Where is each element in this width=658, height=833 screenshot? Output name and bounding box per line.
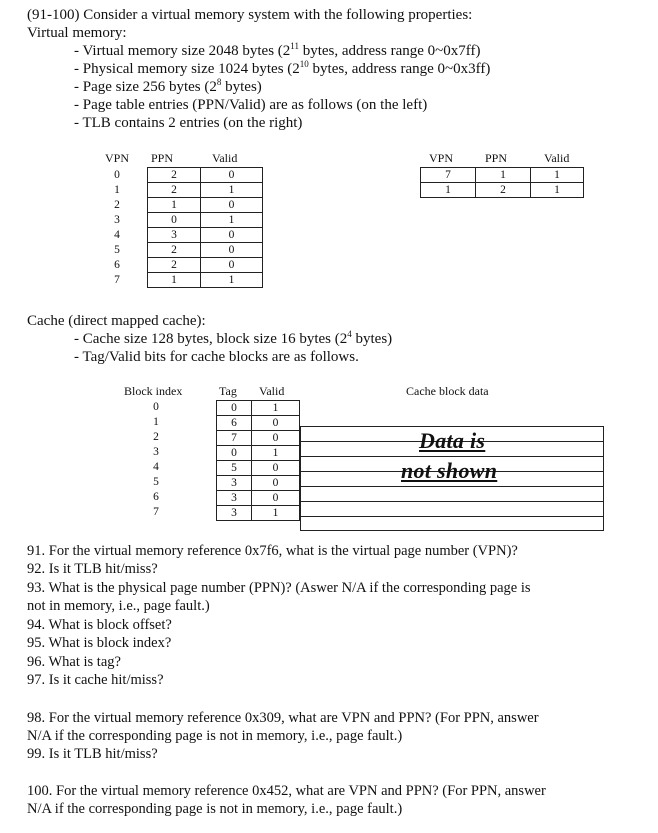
- cache-data-row: [300, 516, 604, 531]
- cache-title: Cache (direct mapped cache):: [27, 313, 206, 329]
- tlb-ppn-cell: 1: [476, 168, 531, 183]
- page-table: [147, 167, 263, 288]
- index-cell: 0: [153, 401, 159, 413]
- table-row: [217, 476, 300, 491]
- cache-item: - Cache size 128 bytes, block size 16 bytes ($2^4$ bytes): [74, 329, 393, 347]
- tlb-table: [420, 167, 584, 198]
- index-cell: 1: [153, 416, 159, 428]
- vpn-cell: 0: [114, 169, 120, 181]
- valid-cell: 1: [201, 213, 263, 228]
- table-row: [217, 416, 300, 431]
- cache-data-header: Cache block data: [406, 384, 489, 398]
- table-row: [148, 258, 263, 273]
- question-line: 98. For the virtual memory reference 0x309, what are VPN and PPN? (For PPN, answer: [27, 710, 539, 726]
- cache-tag-valid-table: [216, 400, 300, 521]
- tag-cell: 3: [217, 491, 252, 506]
- index-cell: 6: [153, 491, 159, 503]
- valid-cell: 1: [252, 401, 300, 416]
- index-cell: 5: [153, 476, 159, 488]
- tag-cell: 0: [217, 401, 252, 416]
- valid-cell: 0: [201, 228, 263, 243]
- vpn-cell: 2: [114, 199, 120, 211]
- question-line: 91. For the virtual memory reference 0x7f6, what is the virtual page number (VPN)?: [27, 543, 518, 559]
- table-row: [421, 183, 584, 198]
- tag-cell: 3: [217, 476, 252, 491]
- table-row: [217, 491, 300, 506]
- cache-data-row: [300, 486, 604, 501]
- table-row: [148, 243, 263, 258]
- tag-cell: 6: [217, 416, 252, 431]
- tlb-ppn-cell: 2: [476, 183, 531, 198]
- cache-data-row: [300, 501, 604, 516]
- ppn-cell: 0: [148, 213, 201, 228]
- vpn-cell: 1: [114, 184, 120, 196]
- ppn-cell: 2: [148, 183, 201, 198]
- ppn-cell: 2: [148, 168, 201, 183]
- cache-valid-header: Valid: [259, 384, 285, 398]
- cache-tag-header: Tag: [219, 384, 237, 398]
- data-not-shown-note: Data is: [419, 428, 486, 453]
- vpn-cell: 6: [114, 259, 120, 271]
- ppn-cell: 1: [148, 273, 201, 288]
- table-row: [148, 183, 263, 198]
- tag-cell: 3: [217, 506, 252, 521]
- valid-cell: 0: [252, 461, 300, 476]
- data-not-shown-note: not shown: [401, 458, 498, 483]
- table-row: [421, 168, 584, 183]
- tlb-valid-cell: 1: [531, 168, 584, 183]
- question-line: not in memory, i.e., page fault.): [27, 598, 210, 614]
- table-row: [148, 228, 263, 243]
- ppn-cell: 1: [148, 198, 201, 213]
- table-row: [148, 273, 263, 288]
- table-row: [217, 401, 300, 416]
- valid-cell: 1: [201, 273, 263, 288]
- vm-item: - Physical memory size 1024 bytes ($2^{10}$ bytes, address range 0~0x3ff): [74, 59, 491, 77]
- tlb-valid-header: Valid: [544, 151, 570, 165]
- valid-cell: 0: [201, 258, 263, 273]
- heading: (91-100) Consider a virtual memory system with the following properties:: [27, 7, 473, 23]
- question-line: 92. Is it TLB hit/miss?: [27, 561, 158, 577]
- index-cell: 3: [153, 446, 159, 458]
- page-table-valid-header: Valid: [212, 151, 238, 165]
- ppn-cell: 3: [148, 228, 201, 243]
- cache-item: - Tag/Valid bits for cache blocks are as follows.: [74, 349, 359, 365]
- valid-cell: 1: [252, 446, 300, 461]
- page-table-vpn-column: [105, 168, 129, 288]
- valid-cell: 1: [252, 506, 300, 521]
- vpn-cell: 4: [114, 229, 120, 241]
- tlb-vpn-cell: 7: [421, 168, 476, 183]
- vm-item: - Page table entries (PPN/Valid) are as follows (on the left): [74, 97, 428, 113]
- cache-index-header: Block index: [124, 384, 183, 398]
- valid-cell: 0: [201, 198, 263, 213]
- question-line: 93. What is the physical page number (PPN)? (Aswer N/A if the corresponding page is: [27, 580, 531, 596]
- tlb-valid-cell: 1: [531, 183, 584, 198]
- valid-cell: 0: [252, 416, 300, 431]
- table-row: [148, 198, 263, 213]
- vpn-cell: 5: [114, 244, 120, 256]
- index-cell: 7: [153, 506, 159, 518]
- table-row: [217, 506, 300, 521]
- vm-item: - Virtual memory size 2048 bytes ($2^{11}$ bytes, address range 0~0x7ff): [74, 41, 481, 59]
- valid-cell: 0: [252, 476, 300, 491]
- valid-cell: 0: [252, 491, 300, 506]
- cache-index-column: [144, 400, 168, 520]
- question-line: 100. For the virtual memory reference 0x452, what are VPN and PPN? (For PPN, answer: [27, 783, 546, 799]
- table-row: [217, 431, 300, 446]
- vm-title: Virtual memory:: [27, 25, 127, 41]
- page-table-ppn-header: PPN: [151, 151, 174, 165]
- ppn-cell: 2: [148, 243, 201, 258]
- vpn-cell: 7: [114, 274, 120, 286]
- ppn-cell: 2: [148, 258, 201, 273]
- table-row: [217, 461, 300, 476]
- question-line: 95. What is block index?: [27, 635, 172, 651]
- page-table-vpn-header: VPN: [105, 151, 130, 165]
- tlb-vpn-header: VPN: [429, 151, 454, 165]
- tag-cell: 5: [217, 461, 252, 476]
- valid-cell: 0: [252, 431, 300, 446]
- vm-item: - Page size 256 bytes ($2^8$ bytes): [74, 77, 262, 95]
- question-line: 99. Is it TLB hit/miss?: [27, 746, 158, 762]
- index-cell: 2: [153, 431, 159, 443]
- question-line: N/A if the corresponding page is not in memory, i.e., page fault.): [27, 801, 403, 817]
- index-cell: 4: [153, 461, 159, 473]
- tag-cell: 7: [217, 431, 252, 446]
- question-line: 97. Is it cache hit/miss?: [27, 672, 164, 688]
- table-row: [148, 168, 263, 183]
- vpn-cell: 3: [114, 214, 120, 226]
- vm-item: - TLB contains 2 entries (on the right): [74, 115, 303, 131]
- valid-cell: 0: [201, 168, 263, 183]
- valid-cell: 0: [201, 243, 263, 258]
- tlb-vpn-cell: 1: [421, 183, 476, 198]
- question-line: 94. What is block offset?: [27, 617, 172, 633]
- tag-cell: 0: [217, 446, 252, 461]
- question-line: 96. What is tag?: [27, 654, 121, 670]
- table-row: [217, 446, 300, 461]
- valid-cell: 1: [201, 183, 263, 198]
- table-row: [148, 213, 263, 228]
- question-line: N/A if the corresponding page is not in memory, i.e., page fault.): [27, 728, 403, 744]
- tlb-ppn-header: PPN: [485, 151, 508, 165]
